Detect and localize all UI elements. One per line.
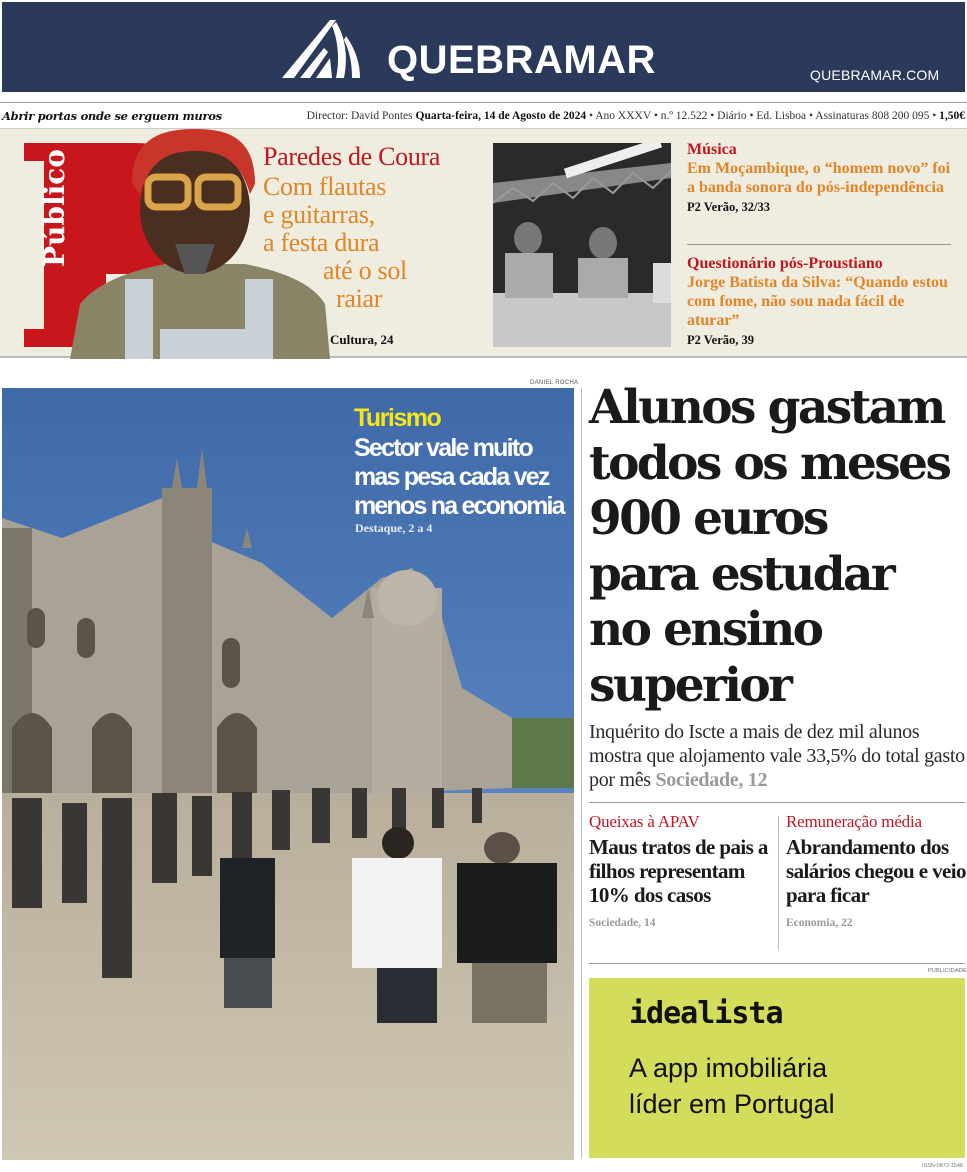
supplement-item-music[interactable]: Música Em Moçambique, o “homem novo” foi a banda sonora do pós-independência P2 Verão, 32/33 — [687, 141, 951, 214]
photo-story-kicker: Turismo — [354, 404, 441, 432]
photo-story-headline[interactable]: Sector vale muito mas pesa cada vez menos na economia — [354, 434, 564, 520]
publico-brand-name: Público — [38, 149, 71, 267]
feature-kicker: Paredes de Coura — [263, 142, 441, 171]
edition-date: Quarta-feira, 14 de Agosto de 2024 — [415, 110, 587, 122]
supplement-item-questionnaire[interactable]: Questionário pós-Proustiano Jorge Batista da Silva: “Quando estou com fome, não sou nada fácil de aturar” P2 Verão, 39 — [687, 255, 948, 347]
photo-credit: DANIEL ROCHA — [530, 380, 579, 386]
edition-details: • Ano XXXV • n.º 12.522 • Diário • Ed. Lisboa • Assinaturas 808 200 095 • — [586, 110, 940, 122]
banner-title: QUEBRAMAR — [387, 38, 656, 82]
banner-url-link[interactable]: QUEBRAMAR.COM — [810, 67, 940, 83]
column-divider — [581, 388, 582, 1158]
edition-info — [307, 110, 965, 122]
supplement-strip — [0, 128, 967, 358]
feature-page-ref: Cultura, 24 — [330, 332, 394, 347]
brief-divider — [778, 816, 779, 950]
tagline: Abrir portas onde se erguem muros — [2, 109, 222, 123]
price: 1,50€ — [939, 110, 965, 122]
advertising-label: PUBLICIDADE — [928, 968, 967, 974]
issn-code: ISSN-0872-1548 — [922, 1163, 963, 1169]
ad-copy: A app imobiliária líder em Portugal — [629, 1053, 835, 1119]
top-banner — [0, 0, 967, 95]
lead-headline[interactable]: Alunos gastam todos os meses 900 euros para estudar no ensino superior — [589, 380, 950, 713]
quebramar-logo-icon — [280, 18, 366, 80]
banner-background — [2, 2, 965, 92]
section-rule — [589, 963, 965, 964]
ad-brand-logo: idealista — [629, 996, 783, 1031]
director: Director: David Pontes — [306, 110, 416, 122]
lead-page-ref: Sociedade, 12 — [655, 769, 768, 791]
brief-salaries[interactable]: Remuneração média Abrandamento dos salários chegou e veio para ficar Economia, 22 — [786, 812, 966, 929]
supplement-divider — [687, 244, 951, 245]
masthead-line — [0, 106, 967, 126]
section-rule — [589, 802, 965, 803]
photo-story-page-ref: Destaque, 2 a 4 — [355, 521, 433, 535]
brief-apav[interactable]: Queixas à APAV Maus tratos de pais a filhos representam 10% dos casos Sociedade, 14 — [589, 812, 768, 929]
masthead-rule — [0, 102, 967, 103]
mozambique-archive-photo[interactable] — [493, 143, 671, 347]
idealista-ad[interactable] — [589, 978, 965, 1158]
lead-deck: Inquérito do Iscte a mais de dez mil alunos mostra que alojamento vale 33,5% do total gasto por mês Sociedade, 12 — [589, 721, 965, 791]
feature-headline[interactable]: Com flautas e guitarras, a festa dura até o sol raiar — [263, 172, 407, 313]
